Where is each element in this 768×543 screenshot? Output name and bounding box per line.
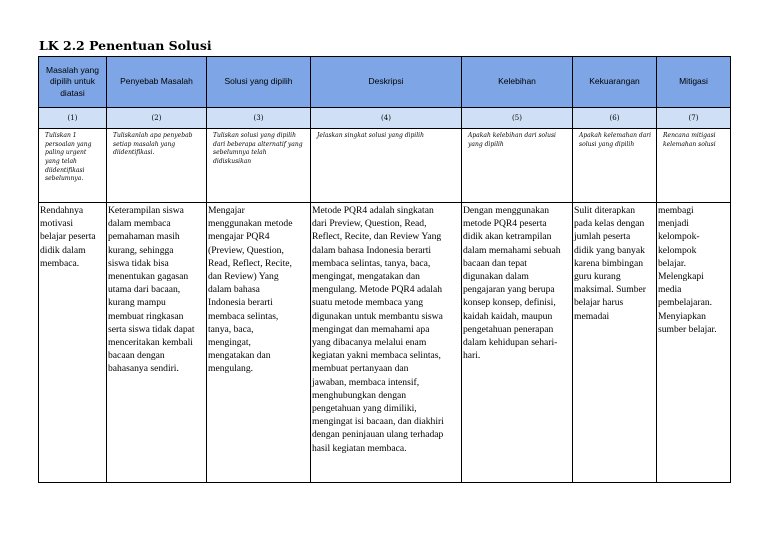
hint-penyebab: Tuliskanlah apa penyebab setiap masalah yang diidentifikasi. (107, 129, 207, 203)
cell-mitigasi: membagi menjadi kelompok- kelompok belajar. Melengkapi media pembelajaran. Menyiapkan sumber belajar. (657, 203, 731, 483)
header-masalah: Masalah yang dipilih untuk diatasi (39, 57, 107, 108)
column-number: (7) (657, 108, 731, 129)
header-solusi: Solusi yang dipilih (207, 57, 311, 108)
header-row (39, 57, 731, 108)
header-penyebab: Penyebab Masalah (107, 57, 207, 108)
column-number: (2) (107, 108, 207, 129)
cell-deskripsi: Metode PQR4 adalah singkatan dari Preview, Question, Read, Reflect, Recite, dan Review Yang dalam bahasa Indonesia berarti membaca selintas, tanya, baca, mengingat, mengatakan dan mengulang. Metode PQR4 adalah suatu metode membaca yang digunakan untuk membantu siswa mengingat dan memahami apa yang dibacanya melalui enam kegiatan yakni membaca selintas, membuat pertanyaan dan jawaban, membaca intensif, menghubungkan dengan pengetahuan yang dimiliki, mengingat isi bacaan, dan diakhiri dengan peninjauan ulang terhadap hasil kegiatan membaca. (311, 203, 462, 483)
column-number: (6) (573, 108, 657, 129)
cell-kelebihan: Dengan menggunakan metode PQR4 peserta didik akan ketrampilan dalam memahami sebuah bacaan dan tepat digunakan dalam pengajaran yang berupa konsep konsep, definisi, kaidah kaidah, maupun pengetahuan penerapan dalam kehidupan sehari- hari. (462, 203, 573, 483)
hint-deskripsi: Jelaskan singkat solusi yang dipilih (311, 129, 462, 203)
content-row (39, 203, 731, 483)
hint-masalah: Tuliskan 1 persoalan yang paling urgent yang telah diidentifikasi sebelumnya. (39, 129, 107, 203)
document-title: LK 2.2 Penentuan Solusi (39, 38, 212, 53)
cell-masalah: Rendahnya motivasi belajar peserta didik dalam membaca. (39, 203, 107, 483)
cell-solusi: Mengajar menggunakan metode mengajar PQR4 (Preview, Question, Read, Reflect, Recite, dan Review) Yang dalam bahasa Indonesia berarti membaca selintas, tanya, baca, mengingat, mengatakan dan mengulang. (207, 203, 311, 483)
header-kelebihan: Kelebihan (462, 57, 573, 108)
column-number: (3) (207, 108, 311, 129)
hint-kelebihan: Apakah kelebihan dari solusi yang dipilih (462, 129, 573, 203)
column-number: (5) (462, 108, 573, 129)
cell-penyebab: Keterampilan siswa dalam membaca pemahaman masih kurang, sehingga siswa tidak bisa menentukan gagasan utama dari bacaan, kurang mampu membuat ringkasan serta siswa tidak dapat menceritakan kembali bacaan dengan bahasanya sendiri. (107, 203, 207, 483)
number-row (39, 108, 731, 129)
column-number: (1) (39, 108, 107, 129)
header-mitigasi: Mitigasi (657, 57, 731, 108)
hint-mitigasi: Rencana mitigasi kelemahan solusi (657, 129, 731, 203)
solution-table (38, 56, 731, 483)
cell-kekurangan: Sulit diterapkan pada kelas dengan jumlah peserta didik yang banyak karena bimbingan guru kurang maksimal. Sumber belajar harus memadai (573, 203, 657, 483)
hint-kekurangan: Apakah kelemahan dari solusi yang dipilih (573, 129, 657, 203)
header-kekurangan: Kekuarangan (573, 57, 657, 108)
header-deskripsi: Deskripsi (311, 57, 462, 108)
hint-solusi: Tuliskan solusi yang dipilih dari beberapa alternatif yang sebelumnya telah didiskusikan (207, 129, 311, 203)
hint-row (39, 129, 731, 203)
column-number: (4) (311, 108, 462, 129)
